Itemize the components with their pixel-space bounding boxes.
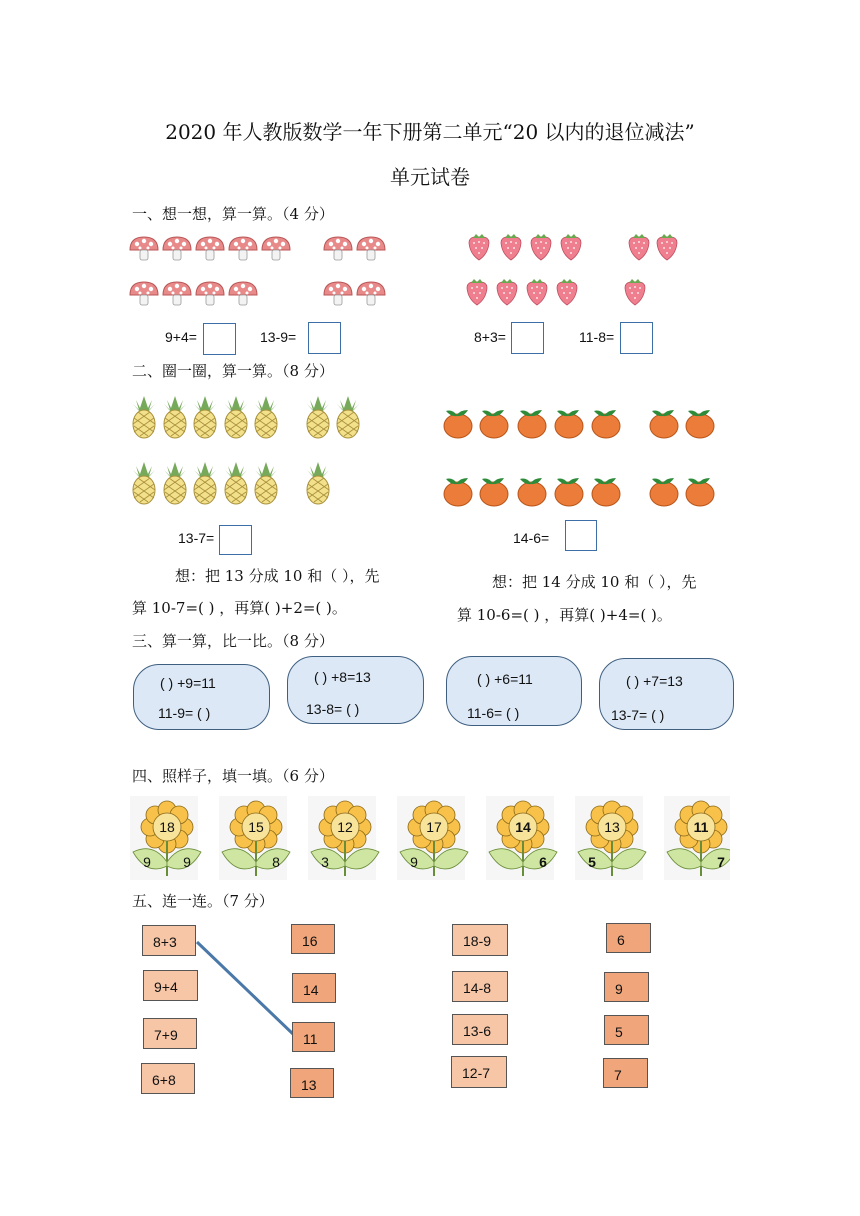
match-card[interactable]: 8+3 (142, 925, 196, 956)
equation-label: 13-9= (260, 329, 297, 345)
flower-right-number: 7 (717, 854, 725, 870)
pill-line: 13-8= ( ) (306, 701, 360, 717)
match-card[interactable]: 7+9 (143, 1018, 197, 1049)
section1-heading: 一、想一想，算一算。（4 分） (132, 205, 334, 223)
flower-left-number: 5 (588, 854, 596, 870)
equation-label: 9+4= (165, 329, 197, 345)
section5-heading: 五、连一连。（7 分） (132, 892, 274, 910)
flower-center-number: 11 (693, 819, 709, 835)
match-card[interactable]: 9+4 (143, 970, 198, 1001)
match-card[interactable]: 14-8 (452, 971, 508, 1002)
match-card[interactable]: 11 (292, 1022, 335, 1052)
match-card[interactable]: 7 (603, 1058, 648, 1088)
pill-line: 11-6= ( ) (467, 705, 520, 721)
match-card[interactable]: 6 (606, 923, 651, 953)
match-card[interactable]: 14 (292, 973, 336, 1003)
flower-center-number: 15 (248, 819, 264, 835)
flower-center-number: 14 (515, 819, 531, 835)
flower-left-number: 9 (410, 854, 418, 870)
pill-line: 11-9= ( ) (158, 705, 211, 721)
equation-label: 11-8= (579, 329, 615, 345)
pill-line: 13-7= ( ) (611, 707, 665, 723)
section3-heading: 三、算一算，比一比。（8 分） (132, 632, 334, 650)
hint-line: 想：把 13 分成 10 和（ ），先 (175, 567, 380, 585)
equation-label: 14-6= (513, 530, 550, 546)
pill-line: ( ) +8=13 (314, 669, 371, 685)
match-card[interactable]: 18-9 (452, 924, 508, 956)
flower-left-number: 9 (143, 854, 151, 870)
flower-right-number: 6 (539, 854, 547, 870)
page-title: 2020 年人教版数学一年下册第二单元“20 以内的退位减法” (165, 120, 695, 144)
flower-center-number: 13 (604, 819, 620, 835)
match-card[interactable]: 5 (604, 1015, 649, 1045)
match-card[interactable]: 9 (604, 972, 649, 1002)
hint-line: 想：把 14 分成 10 和（ ），先 (492, 573, 697, 591)
connect-line (197, 942, 293, 1034)
match-card[interactable]: 6+8 (141, 1063, 195, 1094)
page-subtitle: 单元试卷 (390, 165, 470, 189)
hint-line: 算 10-7=( ) ，再算( )+2=( )。 (132, 599, 347, 617)
flower-center-number: 12 (337, 819, 353, 835)
pill-line: ( ) +7=13 (626, 673, 683, 689)
equation-label: 13-7= (178, 530, 215, 546)
match-card[interactable]: 13 (290, 1068, 334, 1098)
flower-right-number: 8 (272, 854, 280, 870)
flower-center-number: 17 (426, 819, 442, 835)
section4-heading: 四、照样子，填一填。（6 分） (132, 767, 334, 785)
pill-line: ( ) +6=11 (477, 671, 533, 687)
flower-right-number: 9 (183, 854, 191, 870)
match-card[interactable]: 16 (291, 924, 335, 954)
flower-center-number: 18 (159, 819, 175, 835)
hint-line: 算 10-6=( ) ，再算( )+4=( )。 (457, 606, 672, 624)
equation-label: 8+3= (474, 329, 506, 345)
section2-heading: 二、圈一圈，算一算。（8 分） (132, 362, 334, 380)
flower-left-number: 3 (321, 854, 329, 870)
pill-line: ( ) +9=11 (160, 675, 216, 691)
match-card[interactable]: 13-6 (452, 1014, 508, 1045)
match-card[interactable]: 12-7 (451, 1056, 507, 1088)
